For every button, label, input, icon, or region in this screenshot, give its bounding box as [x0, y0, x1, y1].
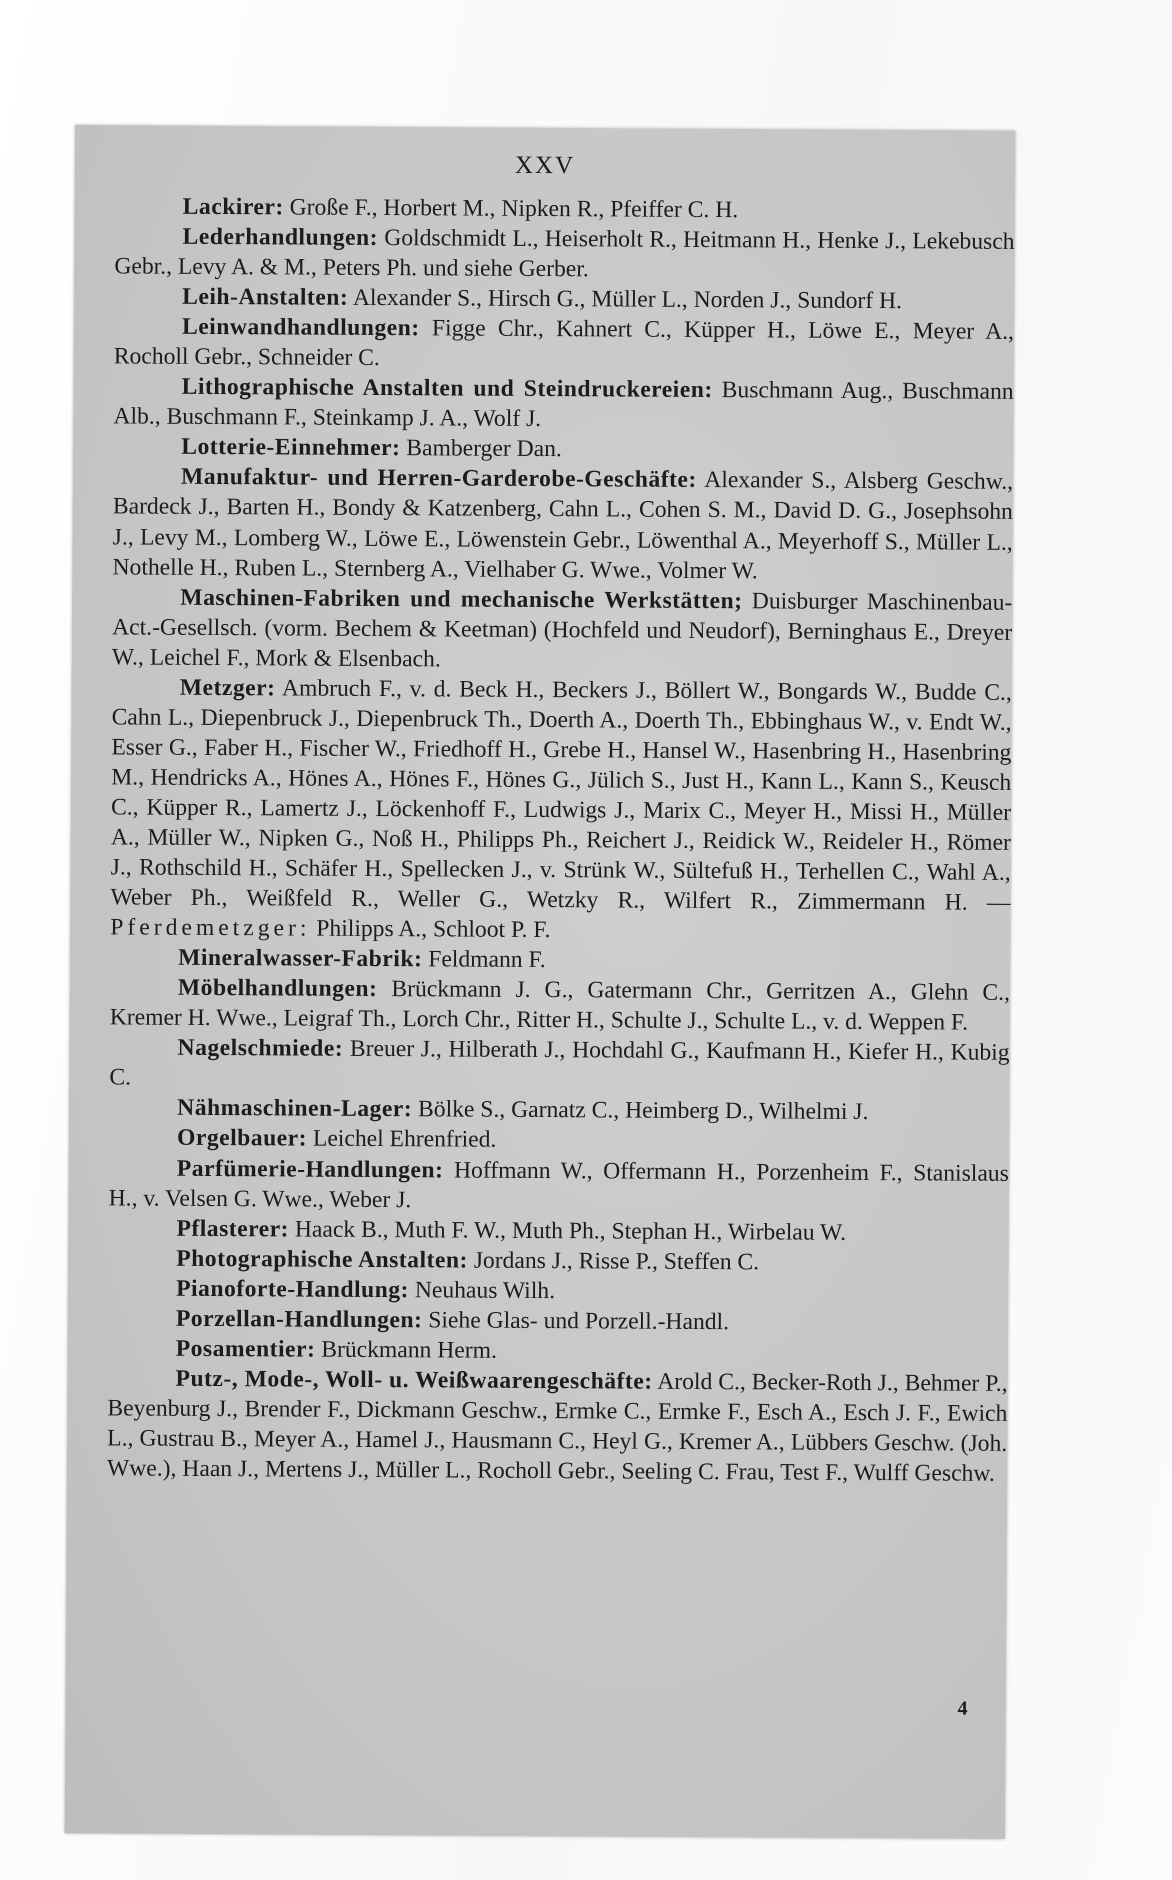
trade-names: Brückmann J. G., Gatermann Chr., Gerritzen A., Glehn C., Kremer H. Wwe., Leigraf Th., Lorch Chr., Ritter H., Schulte J., Schulte L., v. d. Weppen F.	[109, 976, 1011, 1036]
entry-lithographische-anstalten	[113, 372, 1013, 438]
trade-heading: Metzger:	[179, 674, 276, 702]
trade-heading: Nagelschmiede:	[177, 1035, 344, 1063]
trade-heading: Leih-Anstalten:	[182, 283, 349, 311]
trade-heading: Manufaktur- und Herren-Garderobe-Geschäfte:	[180, 464, 697, 494]
trade-names: Bamberger Dan.	[406, 435, 562, 463]
trade-heading: Posamentier:	[175, 1335, 316, 1363]
trade-names: Hoffmann W., Offermann H., Porzenheim F., Stanislaus H., v. Velsen G. Wwe., Weber J.	[108, 1156, 1009, 1213]
trade-heading: Maschinen-Fabriken und mechanische Werkstätten;	[180, 584, 743, 614]
trade-names: Siehe Glas- und Porzell.-Handl.	[428, 1307, 730, 1335]
trade-heading: Lederhandlungen:	[182, 223, 379, 252]
trade-heading: Parfümerie-Handlungen:	[176, 1155, 444, 1183]
signature-mark: 4	[957, 1697, 968, 1720]
trade-names: Duisburger Maschinenbau-Act.-Gesellsch. (vorm. Bechem & Keetman) (Hochfeld und Neudorf), Berninghaus E., Dreyer W., Leichel F., Mork & Elsenbach.	[111, 587, 1013, 673]
trade-heading: Nähmaschinen-Lager:	[177, 1095, 413, 1123]
trade-heading: Photographische Anstalten:	[176, 1245, 468, 1274]
trade-names: Ambruch F., v. d. Beck H., Beckers J., Böllert W., Bongards W., Budde C., Cahn L., Diepenbruck J., Diepenbruck Th., Doerth A., Doerth Th., Ebbinghaus W., v. Endt W., Esser G., Faber H., Fischer W., Friedhoff H., Grebe H., Hansel W., Hasenbring H., Hasenbring M., Hendricks A., Hönes A., Hönes F., Hönes G., Jülich S., Just H., Kann L., Kann S., Keusch C., Küpper R., Lamertz J., Löckenhoff F., Ludwigs J., Marix C., Meyer H., Missi H., Müller A., Müller W., Nipken G., Noß H., Philipps Ph., Reichert J., Reidick W., Reideler H., Römer J., Rothschild H., Schäfer H., Spellecken J., v. Strünk W., Sültefuß H., Terhellen C., Wahl A., Weber Ph., Weißfeld R., Weller G., Wetzky R., Wilfert R., Zimmermann H. —	[110, 675, 1012, 916]
entry-moebelhandlungen	[110, 973, 1010, 1039]
trade-names: Leichel Ehrenfried.	[312, 1126, 497, 1154]
trade-names: Buschmann Aug., Buschmann Alb., Buschmann F., Steinkamp J. A., Wolf J.	[113, 377, 1014, 433]
trade-names: Brückmann Herm.	[321, 1336, 497, 1364]
trade-heading: Möbelhandlungen:	[177, 975, 378, 1003]
trade-heading: Pianoforte-Handlung:	[176, 1275, 410, 1303]
trade-names: Haack B., Muth F. W., Muth Ph., Stephan H., Wirbelau W.	[294, 1216, 847, 1246]
trade-heading: Pflasterer:	[176, 1215, 290, 1243]
trade-names: Alexander S., Hirsch G., Müller L., Norden J., Sundorf H.	[352, 284, 903, 315]
page-number: XXV	[514, 151, 576, 180]
book-page	[65, 125, 1015, 1839]
trade-names: Große F., Horbert M., Nipken R., Pfeiffer C. H.	[289, 194, 739, 224]
trade-names: Feldmann F.	[428, 946, 546, 974]
entry-putz-mode-geschaefte	[107, 1363, 1008, 1489]
entry-nagelschmiede	[109, 1033, 1009, 1099]
trade-heading: Mineralwasser-Fabrik:	[178, 944, 423, 973]
entry-maschinen-fabriken	[112, 582, 1013, 678]
trade-names: Figge Chr., Kahnert C., Küpper H., Löwe E., Meyer A., Rocholl Gebr., Schneider C.	[113, 315, 1015, 372]
trade-heading: Putz-, Mode-, Woll- u. Weißwaarengeschäfte:	[175, 1365, 653, 1395]
trade-names: Neuhaus Wilh.	[414, 1276, 556, 1304]
trade-heading: Lotterie-Einnehmer:	[181, 434, 401, 462]
trade-names: Alexander S., Alsberg Geschw., Bardeck J., Barten H., Bondy & Katzenberg, Cahn L., Cohen S. M., David D. G., Josephsohn J., Levy M., Lomberg W., Löwe E., Löwenstein Gebr., Löwenthal A., Meyerhoff S., Müller L., Nothelle H., Ruben L., Sternberg A., Vielhaber G. Wwe., Volmer W.	[112, 467, 1014, 584]
entry-orgelbauer	[109, 1123, 1009, 1159]
trade-heading: Orgelbauer:	[176, 1125, 308, 1153]
entry-manufaktur	[112, 462, 1013, 588]
entry-parfuemerie-handlungen	[109, 1153, 1009, 1219]
trade-heading: Porzellan-Handlungen:	[175, 1305, 423, 1334]
entry-lederhandlungen	[114, 221, 1014, 287]
entry-metzger	[110, 672, 1012, 948]
trade-names: Jordans J., Risse P., Steffen C.	[473, 1247, 760, 1275]
trade-names: Arold C., Becker-Roth J., Behmer P., Beyenburg J., Brender F., Dickmann Geschw., Ermke C., Ermke F., Esch A., Esch J. F., Ewich L., Gustrau B., Meyer A., Hamel J., Hausmann C., Heyl G., Kremer A., Lübbers Geschw. (Joh. Wwe.), Haan J., Mertens J., Müller L., Rocholl Gebr., Seeling C. Frau, Test F., Wulff Geschw.	[106, 1368, 1008, 1487]
directory-entries	[107, 191, 1015, 1488]
sub-trade-names: Philipps A., Schloot P. F.	[316, 915, 551, 944]
entry-leinwandhandlungen	[114, 312, 1014, 378]
trade-heading: Lackirer:	[182, 193, 284, 221]
trade-names: Bölke S., Garnatz C., Heimberg D., Wilhelmi J.	[417, 1096, 869, 1126]
entry-pflasterer	[108, 1213, 1008, 1249]
sub-trade-heading: Pferdemetzger:	[110, 914, 311, 942]
trade-heading: Lithographische Anstalten und Steindruckereien:	[181, 374, 713, 404]
trade-heading: Leinwandhandlungen:	[181, 313, 420, 342]
trade-names: Goldschmidt L., Heiserholt R., Heitmann H., Henke J., Lekebusch Gebr., Levy A. & M., Peters Ph. und siehe Gerber.	[114, 225, 1015, 283]
trade-names: Breuer J., Hilberath J., Hochdahl G., Kaufmann H., Kiefer H., Kubig C.	[109, 1036, 1010, 1091]
